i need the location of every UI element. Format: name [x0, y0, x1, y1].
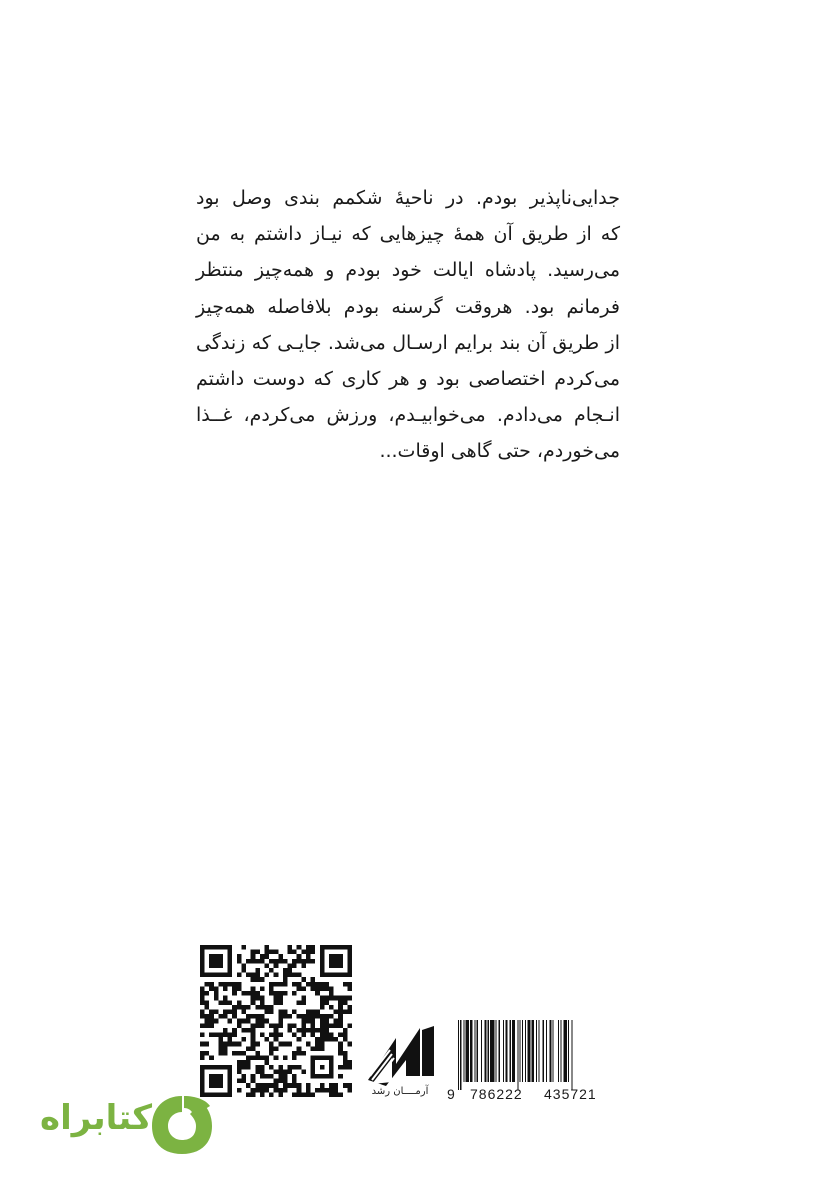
blurb-line-7: انـجام می‌دادم. می‌خوابیـدم، ورزش می‌کردم، غــذا	[196, 404, 620, 427]
publisher-name: آرمــــان رشد	[371, 1086, 429, 1097]
isbn-lead-digit: 9	[447, 1086, 455, 1102]
blurb-line-6: می‌کردم اختصاصی بود و هر کاری که دوست داشتم	[196, 368, 620, 391]
blurb-line-8: می‌خوردم، حتی گاهی اوقات...	[379, 440, 620, 463]
qr-code-icon	[200, 945, 352, 1097]
blurb-line-5: از طریق آن بند برایم ارسـال می‌شد. جایـی که زندگی	[196, 331, 620, 354]
isbn-group-2: 435721	[544, 1086, 597, 1102]
ketabrah-wordmark: کتابراه	[40, 1098, 153, 1138]
ketabrah-leaf-icon	[146, 1092, 218, 1158]
blurb-line-2: که از طریق آن همهٔ چیزهایی که نیـاز داشتم به من	[196, 223, 620, 246]
isbn-barcode	[458, 1020, 616, 1090]
isbn-group-1: 786222	[470, 1086, 523, 1102]
back-cover-blurb	[196, 180, 620, 470]
blurb-line-1: جدایی‌ناپذیر بودم. در ناحیهٔ شکمم بندی وصل بود	[196, 187, 620, 209]
blurb-line-3: می‌رسید. پادشاه ایالت خود بودم و همه‌چیز منتظر	[196, 259, 620, 282]
blurb-line-4: فرمانم بود. هروقت گرسنه بودم بلافاصله همه‌چیز	[196, 295, 620, 318]
